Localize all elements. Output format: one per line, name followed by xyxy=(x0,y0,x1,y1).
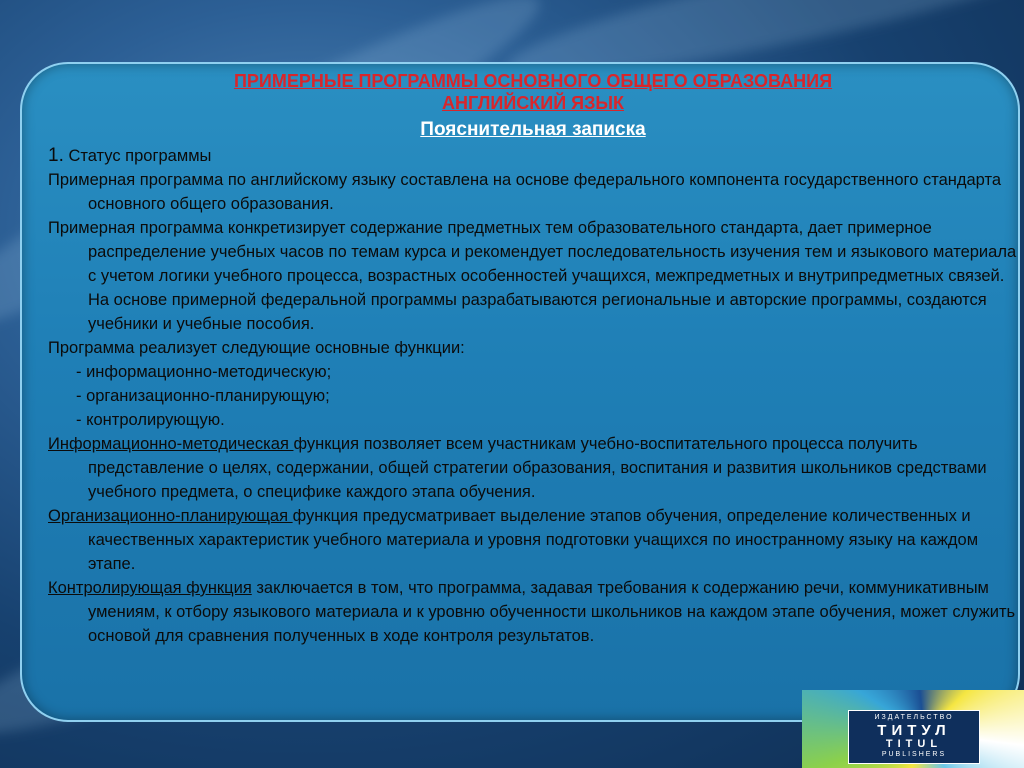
logo-top-text: ИЗДАТЕЛЬСТВО xyxy=(874,714,954,721)
publisher-logo-box xyxy=(848,710,980,764)
subtitle: Пояснительная записка xyxy=(420,119,646,140)
control-function-term: Контролирующая функция xyxy=(48,579,252,597)
publisher-logo xyxy=(802,690,1024,768)
paragraph-info-function xyxy=(48,432,1018,504)
function-item: - организационно-планирующую; xyxy=(76,387,330,405)
paragraph-specification: Примерная программа конкретизирует содержание предметных тем образовательного стандарта, дает примерное распределение учебных часов по темам курса и рекомендует последовательность изучения тем и языкового материала с учетом логики учебного процесса, возрастных особенностей учащихся, межпредметных и внутрипредметных связей. На основе примерной федеральной программы разрабатываются региональные и авторские программы, создаются учебники и учебные пособия. xyxy=(48,219,1017,333)
title-line-2: АНГЛИЙСКИЙ ЯЗЫК xyxy=(442,93,624,113)
status-label: Статус программы xyxy=(63,147,212,165)
org-function-term: Организационно-планирующая xyxy=(48,507,293,525)
info-function-text: функция позволяет всем участникам учебно-воспитательного процесса получить представление о целях, содержании, общей стратегии образования, воспитания и развития школьников средствами учебного предмета, о специфике каждого этапа обучения. xyxy=(88,435,987,501)
info-function-term: Информационно-методическая xyxy=(48,435,294,453)
status-number: 1. xyxy=(48,145,64,166)
content-panel xyxy=(20,62,1020,722)
paragraph-org-function xyxy=(48,504,1018,576)
title-line-1: ПРИМЕРНЫЕ ПРОГРАММЫ ОСНОВНОГО ОБЩЕГО ОБРАЗОВАНИЯ xyxy=(233,71,833,91)
logo-bottom-text: PUBLISHERS xyxy=(881,751,947,758)
status-heading xyxy=(48,144,1018,168)
functions-intro: Программа реализует следующие основные функции: xyxy=(48,339,465,357)
function-item: - информационно-методическую; xyxy=(76,363,332,381)
control-function-text: заключается в том, что программа, задавая требования к содержанию речи, коммуникативным умениям, к отбору языкового материала и к уровню обученности школьников на каждом этапе обучения, может служить основой для сравнения полученных в ходе контроля результатов. xyxy=(88,579,1016,645)
logo-name-en: TITUL xyxy=(885,738,943,750)
org-function-text: функция предусматривает выделение этапов обучения, определение количественных и качественных характеристик учебного материала и уровня подготовки учащихся по иностранному языку на каждом этапе. xyxy=(88,507,979,573)
logo-name-ru: ТИТУЛ xyxy=(877,722,951,739)
paragraph-control-function xyxy=(48,576,1018,648)
paragraph-basis: Примерная программа по английскому языку составлена на основе федерального компонента государственного стандарта основного общего образования. xyxy=(48,171,1002,213)
content-text xyxy=(48,70,1018,648)
function-item: - контролирующую. xyxy=(76,411,225,429)
